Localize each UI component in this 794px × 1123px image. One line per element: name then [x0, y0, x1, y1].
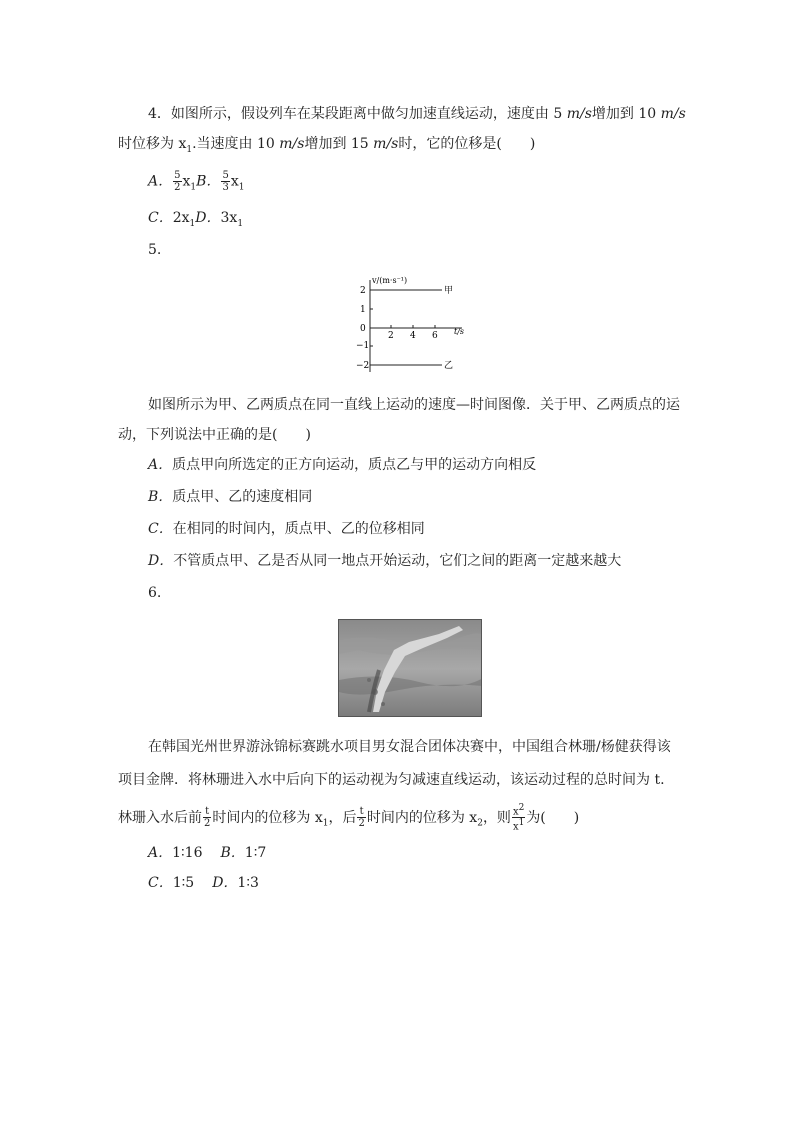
y-tick-label: 2 — [360, 286, 366, 296]
fraction — [173, 170, 181, 193]
fraction — [203, 806, 211, 829]
option-text: 3x — [220, 210, 238, 226]
q4-stem-line1 — [148, 104, 686, 124]
option-label: D． — [195, 210, 221, 226]
option-label: B． — [196, 173, 221, 190]
option-label: A． — [148, 457, 173, 473]
y-tick-label: 1 — [360, 305, 366, 315]
q5-stem-line1: 如图所示为甲、乙两质点在同一直线上运动的速度—时间图像．关于甲、乙两质点的运 — [148, 397, 680, 413]
subscript: 1 — [189, 218, 196, 229]
bubble — [367, 678, 371, 682]
option-label: A． — [148, 173, 173, 190]
velocity-time-graph — [356, 268, 476, 380]
denominator: 2 — [204, 818, 211, 830]
option-text: 2x — [172, 210, 190, 226]
numerator: t — [357, 806, 365, 818]
q4-text: 增加到 10 — [591, 106, 661, 122]
q4-text: 增加到 15 — [304, 136, 374, 152]
fraction — [221, 170, 229, 193]
denominator: 2 — [174, 182, 181, 193]
numerator: 5 — [174, 170, 181, 181]
numerator: 5 — [222, 170, 229, 181]
subscript: 1 — [190, 182, 197, 193]
option-text: 1∶7 — [244, 845, 267, 861]
diver-photo — [338, 619, 482, 717]
option-text: 质点甲向所选定的正方向运动，质点乙与甲的运动方向相反 — [172, 457, 537, 473]
bubble — [372, 689, 378, 695]
option-text: x — [182, 173, 191, 190]
q4-stem-line2 — [118, 134, 535, 160]
option-label: A． — [148, 845, 173, 861]
option-text: 1∶3 — [237, 875, 259, 891]
denominator: 2 — [358, 818, 365, 830]
denominator-x: x — [512, 821, 519, 833]
numerator: t — [203, 806, 211, 818]
q6-options-cd — [148, 873, 259, 893]
x-axis-label: t/s — [454, 327, 465, 336]
q5-option-a — [148, 455, 536, 475]
superscript: 2 — [518, 803, 525, 813]
series-jia-label: 甲 — [444, 286, 454, 296]
y-tick-label: 0 — [360, 324, 366, 334]
q6-text: 时间内的位移为 x — [212, 809, 323, 826]
diver-image — [339, 620, 482, 717]
x-tick-label: 2 — [388, 331, 394, 341]
bubble — [381, 702, 385, 706]
subscript: 2 — [477, 818, 483, 829]
denominator: 3 — [222, 182, 229, 193]
q5-option-c — [148, 519, 425, 539]
option-text: 在相同的时间内，质点甲、乙的位移相同 — [172, 521, 425, 537]
y-tick-label: −1 — [356, 341, 370, 351]
q6-text: 为( ) — [526, 809, 580, 826]
q4-unit: m/s — [660, 106, 686, 122]
fraction — [512, 803, 525, 833]
option-label: D． — [212, 875, 238, 891]
option-label: B． — [148, 489, 173, 505]
numerator-x: x — [512, 806, 519, 818]
subscript: 1 — [238, 182, 245, 193]
subscript: 1 — [237, 218, 244, 229]
numerator — [512, 803, 525, 818]
x-tick-label: 6 — [432, 331, 438, 341]
option-text: 不管质点甲、乙是否从同一地点开始运动，它们之间的距离一定越来越大 — [173, 553, 622, 569]
q4-unit: m/s — [373, 136, 399, 152]
q4-options-ab — [148, 170, 244, 197]
q6-number: 6. — [148, 585, 162, 601]
q6-text: ，则 — [482, 809, 511, 826]
q6-text: 林珊入水后前 — [118, 809, 202, 826]
q4-text: .当速度由 10 — [192, 136, 280, 152]
q4-options-cd — [148, 208, 243, 234]
option-label: B． — [220, 845, 245, 861]
q4-unit: m/s — [279, 136, 305, 152]
q4-text: 时位移为 x — [118, 136, 187, 152]
q6-stem-line2: 项目金牌．将林珊进入水中后向下的运动视为匀减速直线运动，该运动过程的总时间为 t. — [118, 772, 665, 788]
q5-stem-line2: 动，下列说法中正确的是( ) — [118, 427, 311, 443]
option-label: C． — [148, 875, 173, 891]
q5-option-b — [148, 487, 312, 507]
x-tick-label: 4 — [410, 331, 416, 341]
q6-options-ab — [148, 843, 266, 863]
q6-stem-line1: 在韩国光州世界游泳锦标赛跳水项目男女混合团体决赛中，中国组合林珊/杨健获得该 — [148, 739, 671, 755]
q5-number: 5. — [148, 242, 162, 258]
denominator — [512, 818, 525, 832]
q4-text: 时，它的位移是( ) — [398, 136, 536, 152]
subscript: 1 — [186, 144, 193, 155]
q5-option-d — [148, 551, 621, 571]
q6-text: 时间内的位移为 x — [366, 809, 478, 826]
option-text: x — [230, 173, 239, 190]
subscript: 1 — [322, 818, 329, 829]
option-label: C． — [148, 210, 173, 226]
y-tick-label: −2 — [356, 361, 370, 371]
water-background — [339, 620, 482, 717]
option-text: 1∶16 — [172, 845, 203, 861]
option-text: 1∶5 — [172, 875, 195, 891]
q4-text: 4．如图所示，假设列车在某段距离中做匀加速直线运动，速度由 5 — [148, 106, 567, 122]
q6-stem-line3 — [118, 803, 579, 834]
fraction — [357, 806, 365, 829]
y-axis-label: v/(m·s⁻¹) — [372, 276, 408, 285]
q6-text: ，后 — [328, 809, 357, 826]
option-label: D． — [148, 553, 174, 569]
series-yi-label: 乙 — [444, 361, 454, 371]
option-label: C． — [148, 521, 173, 537]
q4-unit: m/s — [566, 106, 592, 122]
option-text: 质点甲、乙的速度相同 — [172, 489, 313, 505]
superscript: 1 — [518, 818, 525, 829]
